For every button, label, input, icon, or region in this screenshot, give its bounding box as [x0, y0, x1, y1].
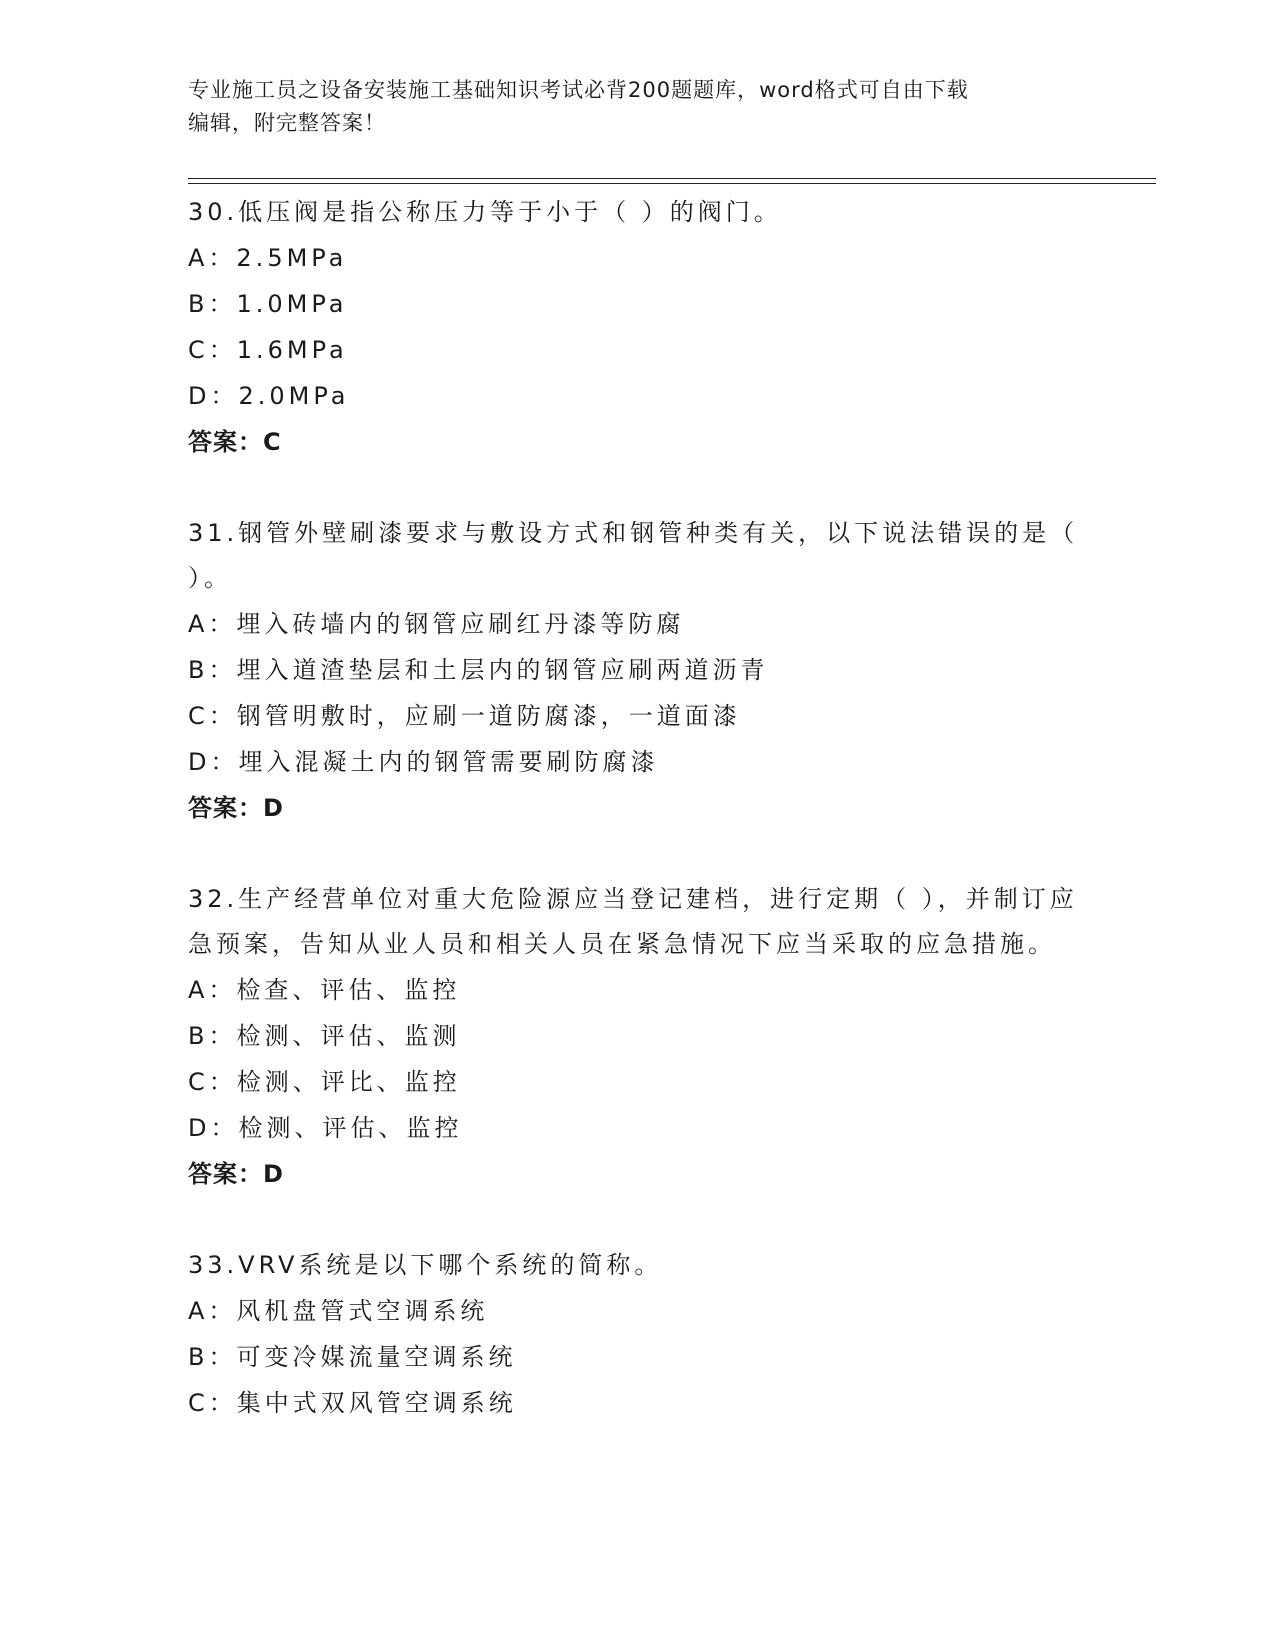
question-stem: 31.钢管外壁刷漆要求与敷设方式和钢管种类有关，以下说法错误的是（ ）。 — [188, 519, 1079, 592]
answer: 答案：C — [188, 428, 282, 456]
header-line-1: 专业施工员之设备安装施工基础知识考试必背200题题库，word格式可自由下载 — [188, 78, 969, 102]
option-c: C：检测、评比、监控 — [188, 1068, 461, 1096]
option-d: D：检测、评估、监控 — [188, 1114, 463, 1142]
option-c: C：集中式双风管空调系统 — [188, 1389, 517, 1417]
header-divider-bottom — [188, 183, 1156, 184]
question-stem: 33.VRV系统是以下哪个系统的简称。 — [188, 1251, 663, 1279]
question-stem: 30.低压阀是指公称压力等于小于（ ）的阀门。 — [188, 198, 782, 226]
document-header — [188, 74, 1088, 140]
question-30 — [188, 190, 1088, 465]
option-c: C：1.6MPa — [188, 336, 348, 364]
option-a: A：风机盘管式空调系统 — [188, 1297, 489, 1325]
answer: 答案：D — [188, 1160, 284, 1188]
question-33 — [188, 1243, 1088, 1426]
option-b: B：检测、评估、监测 — [188, 1022, 461, 1050]
header-line-2: 编辑，附完整答案！ — [188, 111, 386, 135]
option-d: D：埋入混凝土内的钢管需要刷防腐漆 — [188, 748, 659, 776]
question-32 — [188, 877, 1088, 1197]
header-divider-top — [188, 178, 1156, 179]
option-c: C：钢管明敷时，应刷一道防腐漆，一道面漆 — [188, 702, 741, 730]
option-b: B：可变冷媒流量空调系统 — [188, 1343, 517, 1371]
option-a: A：埋入砖墙内的钢管应刷红丹漆等防腐 — [188, 610, 685, 638]
option-a: A：检查、评估、监控 — [188, 976, 461, 1004]
question-31 — [188, 511, 1088, 831]
option-a: A：2.5MPa — [188, 244, 348, 272]
answer: 答案：D — [188, 794, 284, 822]
option-b: B：1.0MPa — [188, 290, 348, 318]
option-d: D：2.0MPa — [188, 382, 350, 410]
question-stem: 32.生产经营单位对重大危险源应当登记建档，进行定期（ ），并制订应急预案，告知从业人员和相关人员在紧急情况下应当采取的应急措施。 — [188, 885, 1078, 958]
question-list — [188, 190, 1088, 1472]
option-b: B：埋入道渣垫层和土层内的钢管应刷两道沥青 — [188, 656, 769, 684]
